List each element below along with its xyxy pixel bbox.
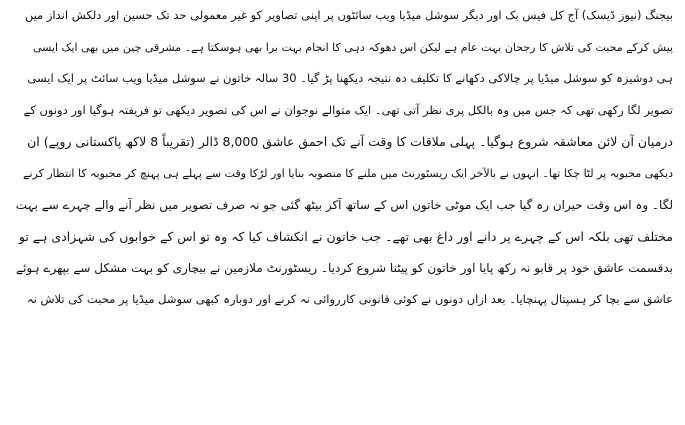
- article-line: لگا۔ وہ اس وقت حیران رہ گیا جب ایک موٹی خاتون اس کے ساتھ آکر بیٹھ گئی جو نہ صرف تصویر میں نظر آنے والے چہرے سے بہت: [16, 197, 673, 212]
- article-line: دیکھی محبوبہ پر لٹا چکا تھا۔ انہوں نے بالآخر ایک ریسٹورنٹ میں ملنے کا منصوبہ بنایا اور لڑکا وقت سے پہلے ہی پہنچ کر محبوبہ کا انتظار کرنے: [23, 166, 673, 180]
- article-line: ہی دوشیزہ کو سوشل میڈیا پر چالاکی دکھانے کا تکلیف دہ نتیجہ دیکھنا پڑ گیا۔ 30 سالہ خاتون نے سوشل میڈیا ویب سائٹ پر ایک ایسی: [27, 71, 673, 86]
- article-line: عاشق سے بچا کر ہسپتال پہنچایا۔ بعد ازاں دونوں نے کوئی قانونی کارروائی نہ کرنے اور دوبارہ کبھی سوشل میڈیا پر محبت کی تلاش نہ: [26, 292, 673, 307]
- article-line: بدقسمت عاشق خود پر قابو نہ رکھ پایا اور خاتون کو پیٹنا شروع کردیا۔ ریسٹورنٹ ملازمین نے بیچاری کو بہت مشکل سے بپھرے ہوئے: [16, 260, 673, 275]
- article-line: تصویر لگا رکھی تھی کہ جس میں وہ بالکل پری نظر آتی تھی۔ ایک متوالے نوجوان نے اس کی تصویر دیکھی تو فریفتہ ہوگیا اور دونوں کے: [23, 102, 673, 117]
- article-line: بیجنگ (نیوز ڈیسک) آج کل فیس بک اور دیگر سوشل میڈیا ویب سائٹوں پر اپنی تصاویر کو غیر معمولی حد تک حسین اور دلکش انداز میں: [24, 8, 673, 22]
- article-line: درمیان آن لائن معاشقہ شروع ہوگیا۔ پہلی ملاقات کا وقت آنے تک احمق عاشق 8,000 ڈالر (تقریباً 8 لاکھ پاکستانی روپے) ان: [27, 134, 673, 150]
- article-line: مختلف تھی بلکہ اس کے چہرے پر دانے اور داغ بھی تھے۔ جب خاتون نے انکشاف کیا کہ وہ تو اس کے خوابوں کی شہزادی ہے تو: [18, 229, 673, 245]
- article-line: پیش کرکے محبت کی تلاش کا رجحان بہت عام ہے لیکن اس دھوکہ دہی کا انجام بہت برا بھی ہوسکتا ہے۔ مشرقی چین میں بھی ایک ایسی: [32, 40, 673, 54]
